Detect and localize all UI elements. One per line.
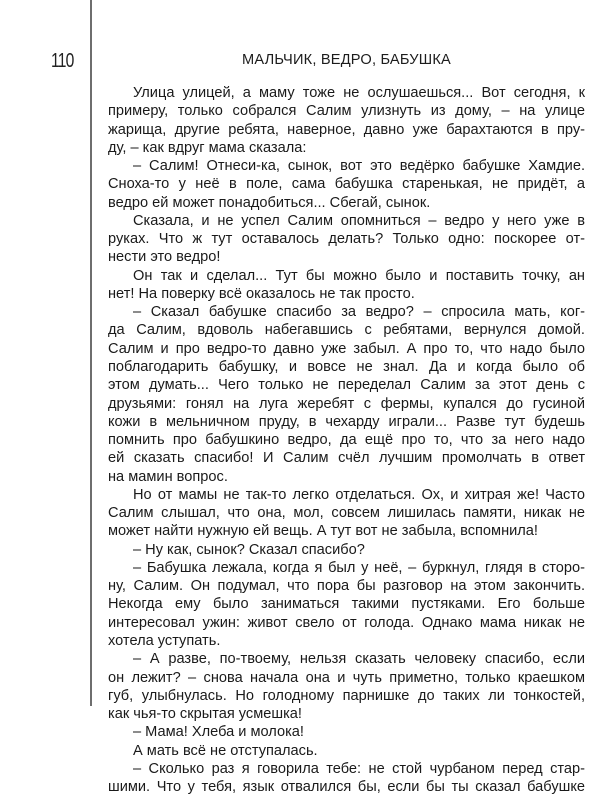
text-line: кожи в мельничном пруду, в чехарду играли... Разве тут будешь <box>108 413 585 430</box>
text-line: – Ну как, сынок? Сказал спасибо? <box>133 541 365 558</box>
text-line: интересовал ужин: живот свело от голода. Однако мама никак не <box>108 614 585 631</box>
running-title: МАЛЬЧИК, ВЕДРО, БАБУШКА <box>242 52 451 68</box>
text-line: А мать всё не отступалась. <box>133 742 318 759</box>
text-line: примеру, только собрался Салим улизнуть из дому, – на улице <box>108 103 585 120</box>
text-line: Салим слышал, что она, мол, совсем лишилась памяти, никак не <box>108 505 585 522</box>
text-line: Сноха-то у неё в поле, сама бабушка старенькая, не придёт, а <box>108 176 585 193</box>
text-line: губ, улыбнулась. Но голодному парнишке до таких ли тонкостей, <box>108 687 585 704</box>
text-line: Он так и сделал... Тут бы можно было и поставить точку, ан <box>133 267 585 284</box>
text-line: Некогда ему было заниматься такими пустяками. Его больше <box>108 596 585 613</box>
text-line: может найти нужную ей вещь. А тут вот не забыла, вспомнила! <box>108 523 538 540</box>
text-line: шими. Что у тебя, язык отвалился бы, если бы ты сказал бабушке <box>108 779 585 796</box>
text-line: – Бабушка лежала, когда я был у неё, – буркнул, глядя в сторо- <box>133 559 585 576</box>
page-number: 110 <box>51 50 74 72</box>
text-line: нести это ведро! <box>108 249 221 266</box>
text-line: этом думать... Чего только не переделал Салим за этот день с <box>108 377 585 394</box>
text-line: на мамин вопрос. <box>108 468 228 485</box>
text-line: – Мама! Хлеба и молока! <box>133 724 304 741</box>
text-line: Сказала, и не успел Салим опомниться – ведро у него уже в <box>133 212 585 229</box>
text-line: друзьями: гонял на луга жеребят с фермы, купался до гусиной <box>108 395 585 412</box>
text-line: ведро ей может понадобиться... Сбегай, сынок. <box>108 194 431 211</box>
page-body-text <box>108 84 585 796</box>
text-line: поблагодарить бабушку, и вовсе не знал. Да и когда было об <box>108 358 585 375</box>
text-line: жарища, другие ребята, наверное, давно уже барахтаются в пру- <box>108 121 585 138</box>
text-line: ду, – как вдруг мама сказала: <box>108 139 307 156</box>
text-line: да Салим, вдоволь набегавшись с ребятами, вернулся домой. <box>108 322 585 339</box>
text-line: он лежит? – снова начала она и чуть приметно, только краешком <box>108 669 585 686</box>
text-line: как чья-то скрытая усмешка! <box>108 706 302 723</box>
text-line: – Сколько раз я говорила тебе: не стой чурбаном перед стар- <box>133 760 585 777</box>
text-line: – А разве, по-твоему, нельзя сказать человеку спасибо, если <box>133 651 585 668</box>
text-line: – Салим! Отнеси-ка, сынок, вот это ведёрко бабушке Хамдие. <box>133 158 585 175</box>
text-line: Но от мамы не так-то легко отделаться. Ох, и хитрая же! Часто <box>133 486 585 503</box>
text-line: Улица улицей, а маму тоже не ослушаешься... Вот сегодня, к <box>133 85 585 101</box>
text-line: нет! На поверку всё оказалось не так просто. <box>108 285 415 302</box>
text-line: ей сказать спасибо! И Салим счёл лучшим промолчать в ответ <box>108 450 585 467</box>
text-line: руках. Что ж тут оставалось делать? Только одно: поскорее от- <box>108 231 585 248</box>
text-line: Салим и про ведро-то давно уже забыл. А про то, что надо было <box>108 340 585 357</box>
text-line: хотела уступать. <box>108 632 221 649</box>
text-line: ну, Салим. Он подумал, что пора бы разговор на этом закончить. <box>108 578 585 595</box>
text-line: помнить про бабушкино ведро, да ещё про то, что за него надо <box>108 432 585 449</box>
text-line: – Сказал бабушке спасибо за ведро? – спросила мать, ког- <box>133 304 585 321</box>
page-margin-rule <box>90 0 92 706</box>
